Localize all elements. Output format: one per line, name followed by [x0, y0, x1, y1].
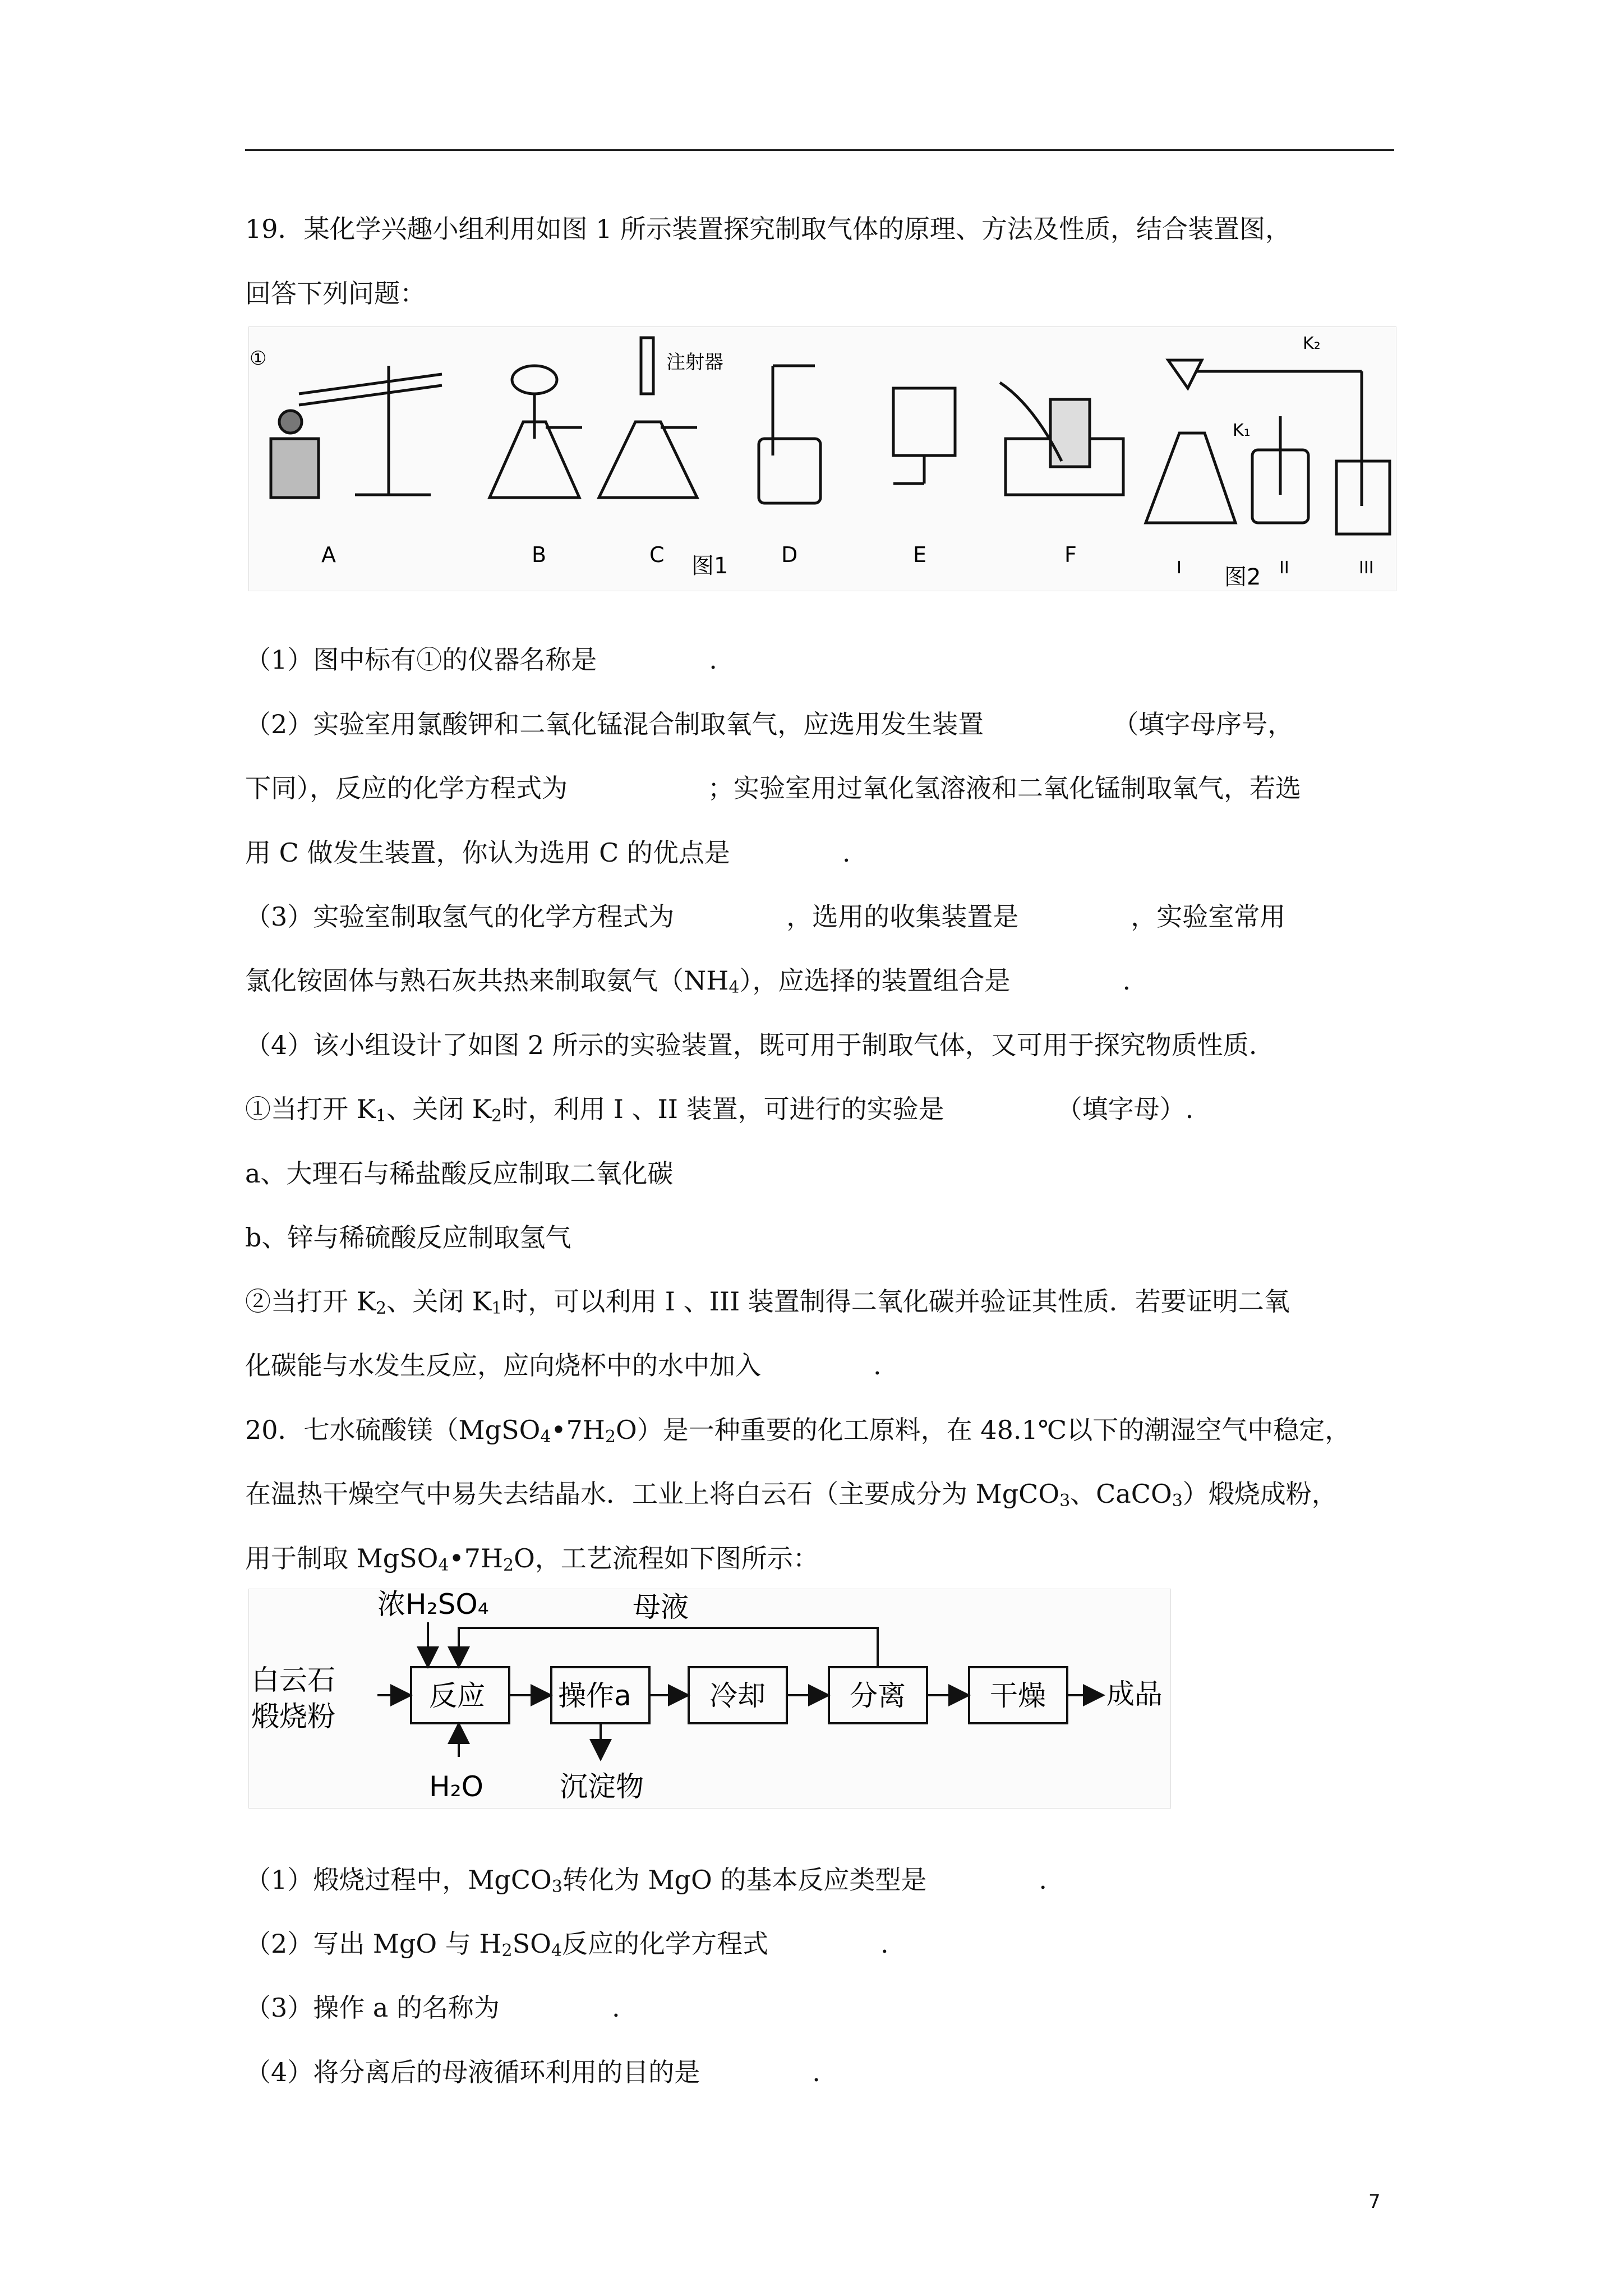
q20-part1: （1）煅烧过程中，MgCO$_3$转化为 MgO 的基本反应类型是 .	[245, 1865, 1047, 1897]
process-flowchart	[248, 1589, 1171, 1809]
q19-part2-line1: （2）实验室用氯酸钾和二氧化锰混合制取氧气，应选用发生装置 （填字母序号，	[245, 709, 1294, 739]
label-F: F	[1064, 542, 1077, 567]
q20-stem-line2: 在温热干燥空气中易失去结晶水．工业上将白云石（主要成分为 MgCO$_3$、CaCO$_3$）煅烧成粉，	[245, 1479, 1338, 1511]
label-k1: K₁	[1233, 421, 1251, 440]
label-D: D	[781, 542, 798, 567]
page-number: 7	[1368, 2191, 1381, 2213]
header-rule	[245, 149, 1394, 151]
label-product: 成品	[1106, 1678, 1163, 1710]
q19-part4-item2-line1: ②当打开 $K_2$、关闭 $K_1$时，可以利用 I 、III 装置制得二氧化碳并验证其性质．若要证明二氧	[245, 1286, 1290, 1318]
q19-stem-line2: 回答下列问题：	[245, 278, 426, 309]
label-B: B	[532, 542, 547, 567]
q19-part2-line2: 下同），反应的化学方程式为 ；实验室用过氧化氢溶液和二氧化锰制取氧气，若选	[245, 773, 1301, 803]
label-fig1: 图1	[691, 553, 728, 579]
label-III: III	[1359, 558, 1374, 578]
q19-part2-line3: 用 C 做发生装置，你认为选用 C 的优点是 .	[245, 838, 851, 868]
label-raw-material-2: 煅烧粉	[251, 1700, 335, 1733]
label-raw-material-1: 白云石	[251, 1664, 335, 1696]
q20-part4: （4）将分离后的母液循环利用的目的是 .	[245, 2057, 820, 2087]
q19-part4: （4）该小组设计了如图 2 所示的实验装置，既可用于制取气体，又可用于探究物质性质.	[245, 1030, 1257, 1060]
step-drying: 干燥	[990, 1680, 1046, 1712]
lab-apparatus-figure	[248, 326, 1396, 591]
label-syringe: 注射器	[666, 351, 723, 374]
label-circle-1: ①	[250, 347, 267, 370]
q19-part3-line2: 氯化铵固体与熟石灰共热来制取氨气$(NH_4)$，应选择的装置组合是 .	[245, 965, 1131, 997]
label-fig2: 图2	[1224, 564, 1261, 590]
label-C: C	[649, 542, 665, 567]
label-A: A	[321, 542, 336, 567]
step-separation: 分离	[850, 1680, 906, 1712]
step-reaction: 反应	[429, 1680, 485, 1712]
q19-part1: （1）图中标有①的仪器名称是 .	[245, 645, 717, 675]
q20-stem-line3: 用于制取 $MgSO_4•7H_2O$，工艺流程如下图所示：	[245, 1543, 819, 1575]
q19-part4-item1: ①当打开 $K_1$、关闭 $K_2$时，利用 I 、II 装置，可进行的实验是 （填字母）.	[245, 1094, 1194, 1126]
q20-part2: （2）写出 MgO 与 $H_2SO_4$反应的化学方程式 .	[245, 1929, 889, 1961]
q19-option-b: b、锌与稀硫酸反应制取氢气	[245, 1222, 571, 1253]
q19-stem-line1: 19．某化学兴趣小组利用如图 1 所示装置探究制取气体的原理、方法及性质，结合装置图，	[245, 214, 1292, 244]
label-water: H₂O	[429, 1770, 483, 1803]
q19-option-a: a、大理石与稀盐酸反应制取二氧化碳	[245, 1158, 674, 1189]
label-precipitate: 沉淀物	[560, 1770, 644, 1803]
q20-stem-line1: 20．七水硫酸镁$(MgSO_4•7H_2O)$是一种重要的化工原料，在 48.1℃以下的潮湿空气中稳定，	[245, 1415, 1351, 1447]
label-mother-liquor: 母液	[633, 1591, 689, 1623]
label-I: I	[1177, 558, 1182, 578]
label-E: E	[913, 542, 927, 567]
step-cooling: 冷却	[709, 1680, 766, 1712]
label-k2: K₂	[1303, 334, 1321, 353]
step-operation-a: 操作a	[558, 1680, 631, 1712]
q19-part4-item2-line2: 化碳能与水发生反应，应向烧杯中的水中加入 .	[245, 1350, 882, 1381]
label-conc-acid: 浓H₂SO₄	[377, 1589, 489, 1621]
q20-part3: （3）操作 a 的名称为 .	[245, 1993, 620, 2023]
label-II: II	[1279, 558, 1289, 578]
q19-part3-line1: （3）实验室制取氢气的化学方程式为 ，选用的收集装置是 ，实验室常用	[245, 901, 1286, 932]
